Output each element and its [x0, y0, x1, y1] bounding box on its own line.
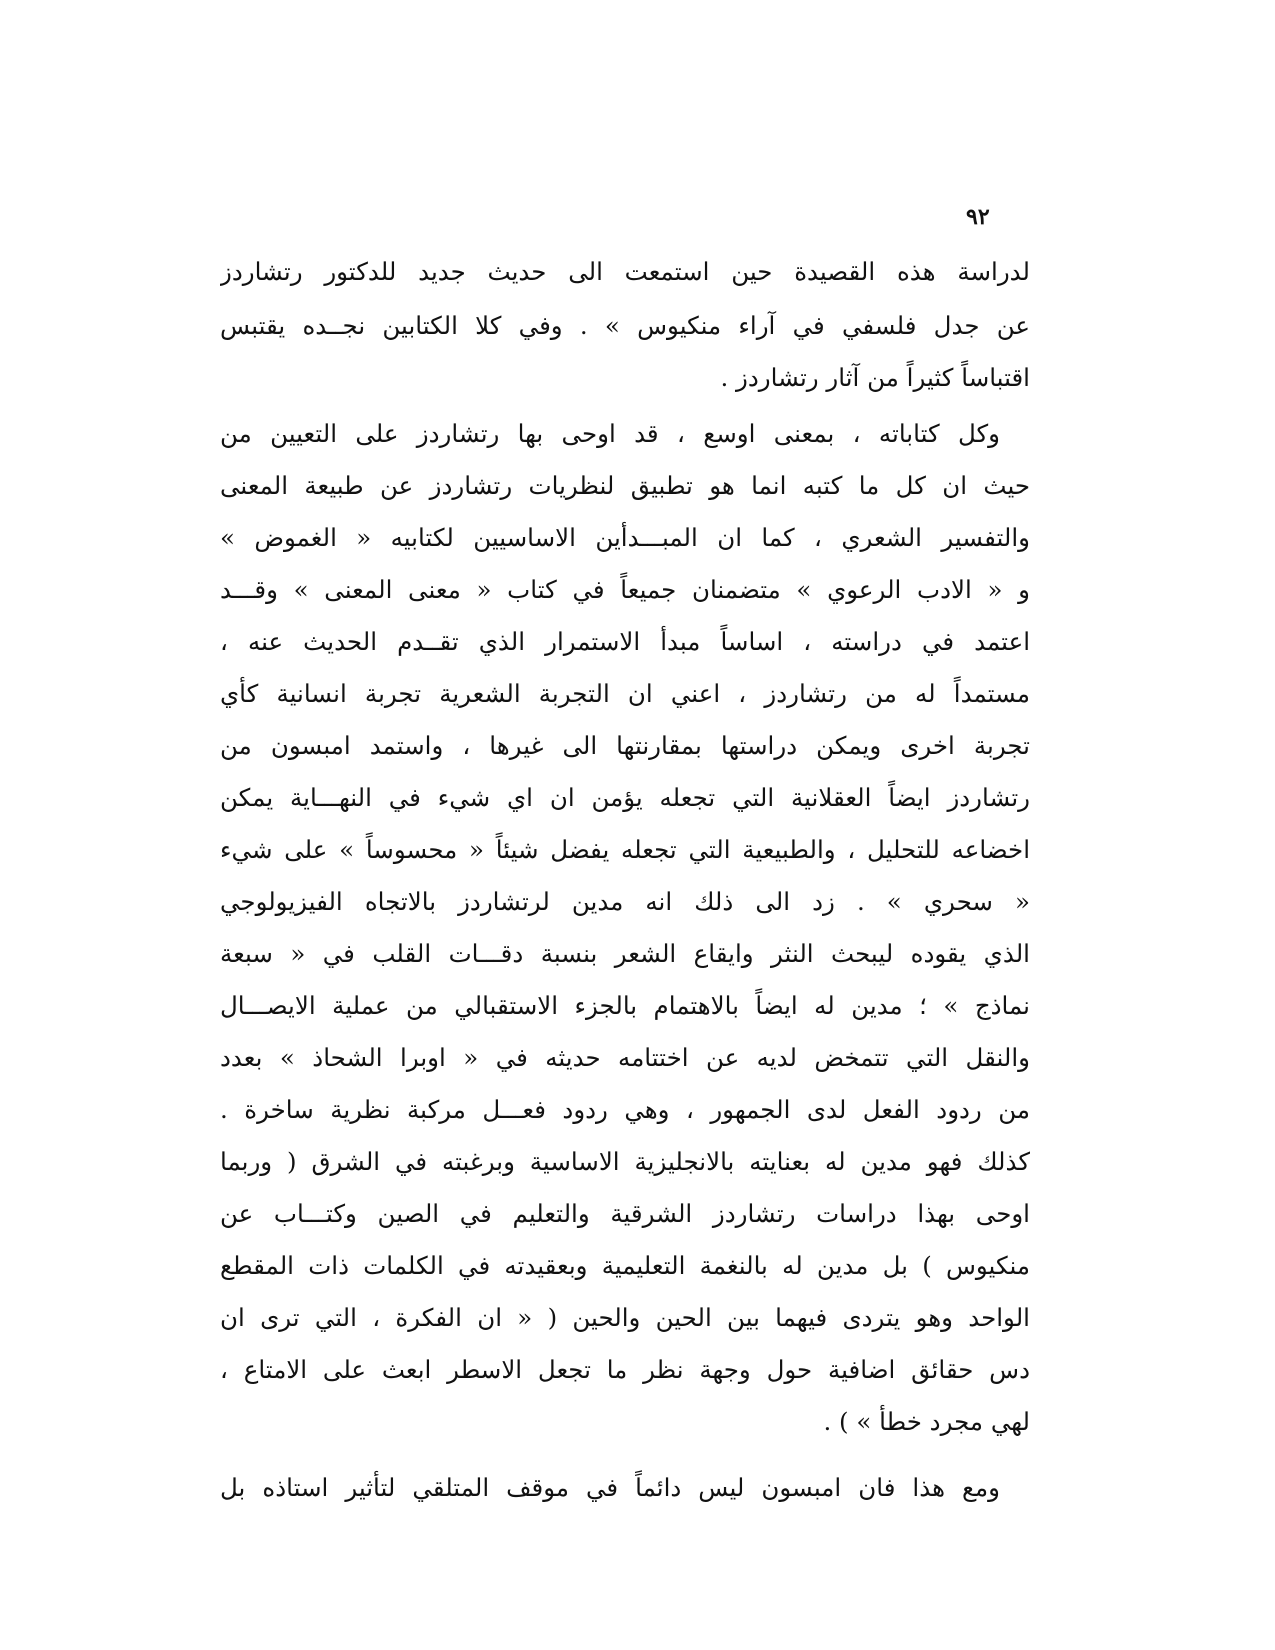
- text-line: ومع هذا فان امبسون ليس دائماً في موقف المتلقي لتأثير استاذه بل: [220, 1473, 1000, 1502]
- text-line: وكل كتاباته ، بمعنى اوسع ، قد اوحى بها رتشاردز على التعيين من: [220, 419, 1000, 448]
- text-line: كذلك فهو مدين له بعنايته بالانجليزية الاساسية وبرغبته في الشرق ( وربما: [220, 1147, 1030, 1176]
- text-line: والتفسير الشعري ، كما ان المبـــدأين الاساسيين لكتابيه « الغموض »: [220, 523, 1030, 552]
- text-line: و « الادب الرعوي » متضمنان جميعاً في كتاب « معنى المعنى » وقـــد: [220, 575, 1030, 604]
- text-line: حيث ان كل ما كتبه انما هو تطبيق لنظريات رتشاردز عن طبيعة المعنى: [220, 471, 1030, 500]
- text-line: اعتمد في دراسته ، اساساً مبدأ الاستمرار الذي تقــدم الحديث عنه ،: [220, 627, 1030, 656]
- text-line: والنقل التي تتمخض لديه عن اختتامه حديثه في « اوبرا الشحاذ » بعدد: [220, 1043, 1030, 1072]
- text-line: منكيوس ) بل مدين له بالنغمة التعليمية وبعقيدته في الكلمات ذات المقطع: [220, 1251, 1030, 1280]
- text-line: لدراسة هذه القصيدة حين استمعت الى حديث جديد للدكتور رتشاردز: [220, 257, 1030, 286]
- page-number: ٩٢: [966, 204, 990, 230]
- text-line: عن جدل فلسفي في آراء منكيوس » . وفي كلا الكتابين نجــده يقتبس: [220, 311, 1030, 340]
- text-line: الذي يقوده ليبحث النثر وايقاع الشعر بنسبة دقـــات القلب في « سبعة: [220, 939, 1030, 968]
- text-line: لهي مجرد خطأ » ) .: [823, 1407, 1030, 1436]
- text-line: تجربة اخرى ويمكن دراستها بمقارنتها الى غيرها ، واستمد امبسون من: [220, 731, 1030, 760]
- text-line: رتشاردز ايضاً العقلانية التي تجعله يؤمن ان اي شيء في النهـــاية يمكن: [220, 783, 1030, 812]
- text-line: نماذج » ؛ مدين له ايضاً بالاهتمام بالجزء الاستقبالي من عملية الايصـــال: [220, 991, 1030, 1020]
- text-line: مستمداً له من رتشاردز ، اعني ان التجربة الشعرية تجربة انسانية كأي: [220, 679, 1030, 708]
- text-line: دس حقائق اضافية حول وجهة نظر ما تجعل الاسطر ابعث على الامتاع ،: [220, 1355, 1030, 1384]
- text-line: الواحد وهو يتردى فيهما بين الحين والحين ( « ان الفكرة ، التي ترى ان: [220, 1303, 1030, 1332]
- text-line: اخضاعه للتحليل ، والطبيعية التي تجعله يفضل شيئاً « محسوساً » على شيء: [220, 835, 1030, 864]
- text-line: « سحري » . زد الى ذلك انه مدين لرتشاردز بالاتجاه الفيزيولوجي: [220, 887, 1030, 916]
- text-line: من ردود الفعل لدى الجمهور ، وهي ردود فعـــل مركبة نظرية ساخرة .: [220, 1095, 1030, 1124]
- text-line: اوحى بهذا دراسات رتشاردز الشرقية والتعليم في الصين وكتـــاب عن: [220, 1199, 1030, 1228]
- text-line: اقتباساً كثيراً من آثار رتشاردز .: [720, 363, 1030, 392]
